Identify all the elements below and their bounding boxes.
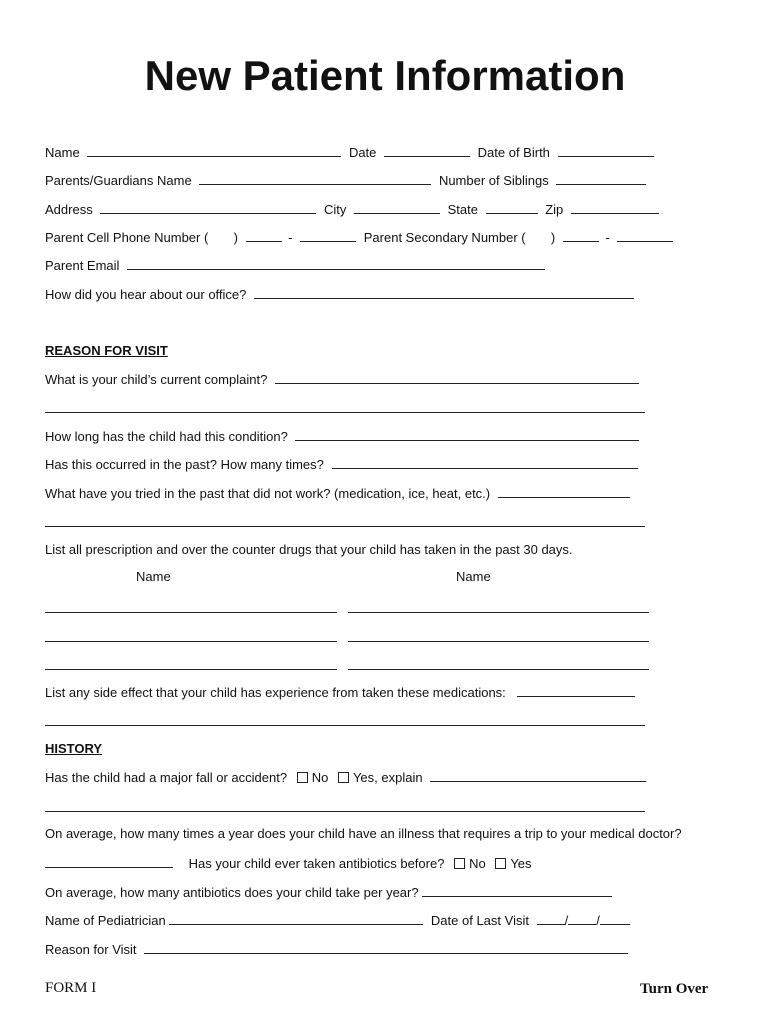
antibiotics-before-row	[45, 855, 532, 871]
drugs-row: List all prescription and over the counter drugs that your child has taken in the past 30 days.	[45, 542, 573, 557]
cell-number-field[interactable]	[300, 229, 356, 242]
illness-count-field[interactable]	[45, 855, 173, 868]
drug-field-1b[interactable]	[348, 612, 649, 613]
last-visit-slash-2: /	[596, 913, 600, 928]
how-long-label: How long has the child had this condition?	[45, 429, 288, 444]
tried-label: What have you tried in the past that did not work? (medication, ice, heat, etc.)	[45, 486, 491, 501]
tried-row	[45, 485, 630, 501]
phone-row	[45, 229, 673, 245]
antibiotics-yes-label: Yes	[510, 856, 532, 871]
name-label: Name	[45, 145, 80, 160]
drug-field-3b[interactable]	[348, 669, 649, 670]
fall-no-label: No	[311, 770, 329, 785]
city-label: City	[323, 202, 347, 217]
drug-field-2a[interactable]	[45, 641, 337, 642]
fall-yes-checkbox[interactable]	[338, 772, 349, 783]
fall-no-checkbox[interactable]	[297, 772, 308, 783]
dob-label: Date of Birth	[477, 145, 550, 160]
hear-label: How did you hear about our office?	[45, 287, 247, 302]
reason-heading: REASON FOR VISIT	[45, 343, 168, 358]
complaint-field[interactable]	[275, 371, 639, 384]
complaint-label: What is your child’s current complaint?	[45, 372, 268, 387]
turn-over-label: Turn Over	[640, 981, 709, 997]
side-effects-field-line2[interactable]	[45, 725, 645, 726]
tried-field-line2[interactable]	[45, 526, 645, 527]
antibiotics-count-row	[45, 884, 612, 900]
antibiotics-count-label: On average, how many antibiotics does your child take per year?	[45, 885, 419, 900]
last-visit-day-field[interactable]	[568, 912, 596, 925]
tried-field[interactable]	[498, 485, 630, 498]
last-visit-slash-1: /	[564, 913, 569, 928]
secondary-prefix-field[interactable]	[563, 229, 599, 242]
email-field[interactable]	[127, 257, 545, 270]
guardians-field[interactable]	[199, 172, 431, 185]
fall-label: Has the child had a major fall or accident?	[45, 770, 288, 785]
past-label: Has this occurred in the past? How many times?	[45, 457, 324, 472]
drug-field-3a[interactable]	[45, 669, 337, 670]
last-visit-year-field[interactable]	[600, 912, 630, 925]
pediatrician-row	[45, 912, 630, 928]
side-effects-field[interactable]	[517, 684, 635, 697]
how-long-field[interactable]	[295, 428, 639, 441]
siblings-label: Number of Siblings	[438, 173, 549, 188]
antibiotics-yes-checkbox[interactable]	[495, 858, 506, 869]
cell-paren-close: )	[233, 230, 238, 245]
cell-prefix-field[interactable]	[246, 229, 282, 242]
reason-visit-row	[45, 941, 628, 957]
antibiotics-no-label: No	[469, 856, 486, 871]
complaint-field-line2[interactable]	[45, 412, 645, 413]
page-title: New Patient Information	[144, 52, 626, 99]
history-heading: HISTORY	[45, 741, 103, 756]
pediatrician-label: Name of Pediatrician	[45, 913, 166, 928]
how-long-row	[45, 428, 639, 444]
pediatrician-field[interactable]	[169, 912, 423, 925]
city-field[interactable]	[354, 201, 440, 214]
email-row	[45, 257, 545, 273]
guardians-row	[45, 172, 646, 188]
side-effects-label: List any side effect that your child has experience from taken these medications:	[45, 685, 506, 700]
secondary-dash: -	[605, 230, 610, 245]
fall-explain-field[interactable]	[430, 769, 646, 782]
antibiotics-count-field[interactable]	[422, 884, 612, 897]
email-label: Parent Email	[45, 258, 120, 273]
drug-field-2b[interactable]	[348, 641, 649, 642]
hear-field[interactable]	[254, 286, 634, 299]
siblings-field[interactable]	[556, 172, 646, 185]
last-visit-label: Date of Last Visit	[430, 913, 529, 928]
antibiotics-no-checkbox[interactable]	[454, 858, 465, 869]
drug-name-col-1: Name	[136, 569, 171, 584]
date-label: Date	[348, 145, 377, 160]
fall-explain-line2[interactable]	[45, 811, 645, 812]
fall-yes-label: Yes, explain	[352, 770, 423, 785]
complaint-row	[45, 371, 639, 387]
side-effects-row	[45, 684, 635, 700]
state-label: State	[447, 202, 478, 217]
illness-row: On average, how many times a year does your child have an illness that requires a trip to your medical doctor?	[45, 826, 682, 841]
drug-name-col-2: Name	[456, 569, 491, 584]
state-field[interactable]	[486, 201, 538, 214]
last-visit-month-field[interactable]	[537, 912, 565, 925]
reason-visit-label: Reason for Visit	[45, 942, 137, 957]
address-field[interactable]	[100, 201, 316, 214]
antibiotics-before-label: Has your child ever taken antibiotics before?	[188, 856, 445, 871]
secondary-paren-close: )	[550, 230, 556, 245]
past-field[interactable]	[332, 456, 638, 469]
address-row	[45, 201, 659, 217]
past-row	[45, 456, 638, 472]
name-field[interactable]	[87, 144, 341, 157]
secondary-label: Parent Secondary Number (	[363, 230, 526, 245]
drug-field-1a[interactable]	[45, 612, 337, 613]
fall-row	[45, 769, 646, 785]
form-label: FORM I	[45, 980, 97, 996]
zip-label: Zip	[545, 202, 564, 217]
secondary-number-field[interactable]	[617, 229, 673, 242]
dob-field[interactable]	[558, 144, 654, 157]
cell-label: Parent Cell Phone Number (	[45, 230, 209, 245]
hear-row	[45, 286, 634, 302]
zip-field[interactable]	[571, 201, 659, 214]
reason-visit-field[interactable]	[144, 941, 628, 954]
address-label: Address	[45, 202, 93, 217]
name-row	[45, 144, 654, 160]
date-field[interactable]	[384, 144, 470, 157]
cell-dash: -	[288, 230, 293, 245]
guardians-label: Parents/Guardians Name	[45, 173, 192, 188]
